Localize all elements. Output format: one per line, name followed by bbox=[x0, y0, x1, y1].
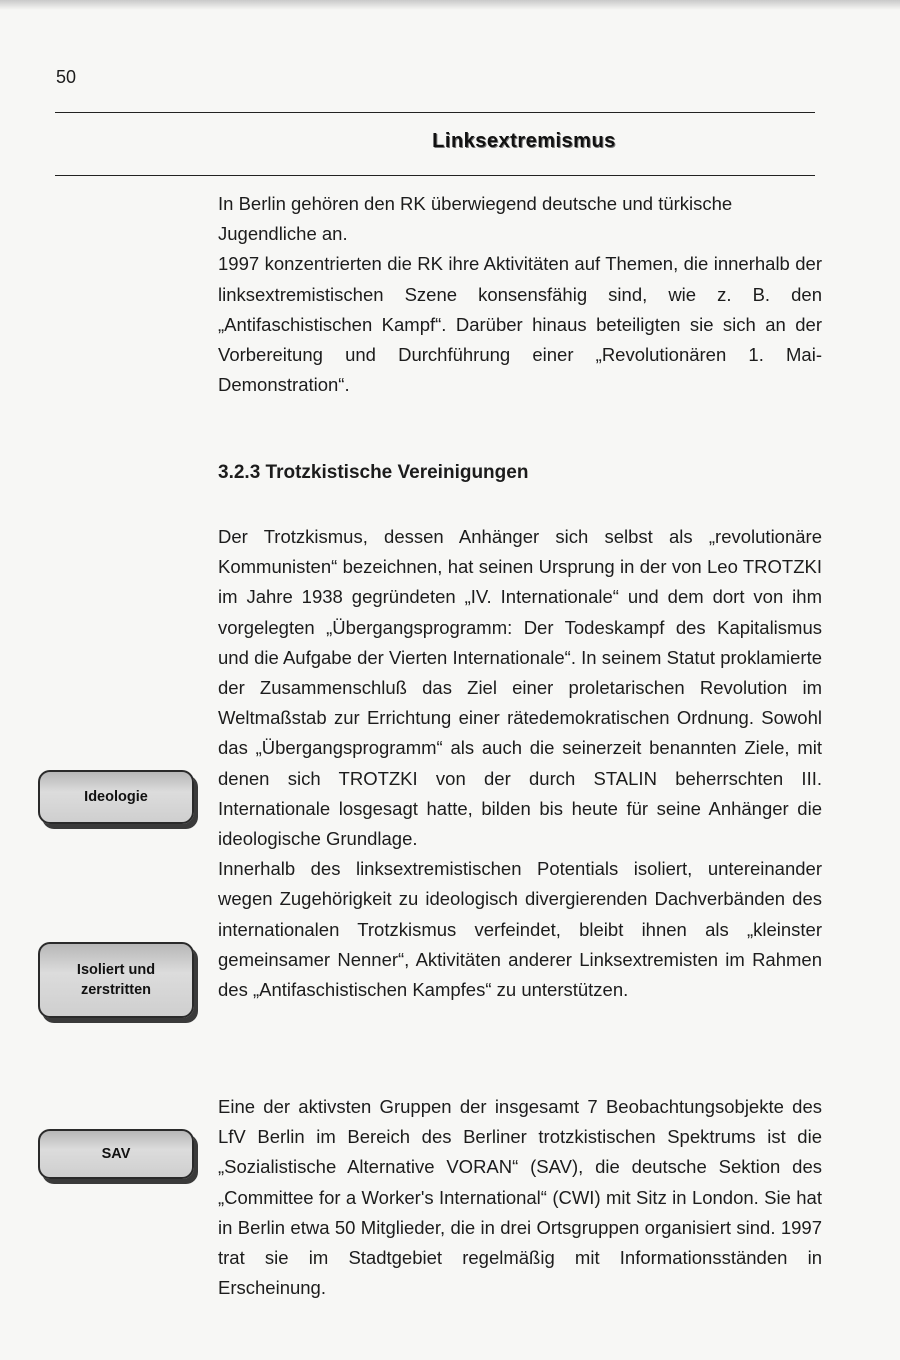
section-text bbox=[218, 522, 822, 1005]
paragraph: Der Trotzkismus, dessen Anhänger sich selbst als „revolutionäre Kommunisten“ bezeichnen, hat seinen Ursprung in der von Leo TROTZKI im Jahre 1938 gegründeten „IV. Internationale“ und dem dort von ihm vorgelegten „Übergangsprogramm: Der Todeskampf des Kapitalismus und die Aufgabe der Vierten Internationale“. In seinem Statut proklamierte der Zusammenschluß das Ziel einer proletarischen Revolution im Weltmaßstab zur Errichtung einer rätedemokratischen Ordnung. Sowohl das „Übergangsprogramm“ als auch die seinerzeit benannten Ziele, mit denen sich TROTZKI von der durch STALIN beherrschten III. Internationale losgesagt hatte, bilden bis heute für seine Anhänger die ideologische Grundlage. bbox=[218, 526, 822, 850]
header-rule-top bbox=[55, 112, 815, 113]
page-number: 50 bbox=[56, 67, 77, 87]
margin-label-text: Ideologie bbox=[84, 789, 148, 805]
page-edge-shadow bbox=[0, 0, 900, 10]
section-heading: 3.2.3 Trotzkistische Vereinigungen bbox=[218, 462, 529, 483]
paragraph: 1997 konzentrierten die RK ihre Aktivitäten auf Themen, die innerhalb der linksextremistischen Szene konsensfähig sind, wie z. B. den „Antifaschistischen Kampf“. Darüber hinaus beteiligten sie sich an der Vorbereitung und Durchführung einer „Revolutionären 1. Mai-Demonstration“. bbox=[218, 253, 822, 396]
margin-label-isoliert bbox=[38, 942, 194, 1018]
margin-label-text: Isoliert und bbox=[76, 962, 156, 978]
margin-label-text: SAV bbox=[101, 1146, 131, 1162]
sav-text bbox=[218, 1092, 822, 1303]
paragraph: Eine der aktivsten Gruppen der insgesamt 7 Beobachtungsobjekte des LfV Berlin im Bereich des Berliner trotzkistischen Spektrums ist die „Sozialistische Alternative VORAN“ (SAV), die deutsche Sektion des „Committee for a Worker's International“ (CWI) mit Sitz in London. Sie hat in Berlin etwa 50 Mitglieder, die in drei Ortsgruppen organisiert sind. 1997 trat sie im Stadtgebiet regelmäßig mit Informationsständen in Erscheinung. bbox=[218, 1096, 822, 1299]
running-head: Linksextremismus bbox=[432, 130, 616, 152]
intro-text bbox=[218, 189, 822, 400]
header-rule-bottom bbox=[55, 175, 815, 176]
margin-label-ideologie bbox=[38, 770, 194, 824]
margin-label-text: zerstritten bbox=[80, 982, 152, 998]
paragraph: Innerhalb des linksextremistischen Potentials isoliert, untereinander wegen Zugehörigkeit zu ideologisch divergierenden Dachverbänden des internationalen Trotzkismus verfeindet, bleibt ihnen als „kleinster gemeinsamer Nenner“, Aktivitäten anderer Linksextremisten im Rahmen des „Antifaschistischen Kampfes“ zu unterstützen. bbox=[218, 858, 822, 1001]
paragraph: In Berlin gehören den RK überwiegend deutsche und türkische Jugendliche an. bbox=[218, 193, 733, 245]
margin-label-sav bbox=[38, 1129, 194, 1179]
